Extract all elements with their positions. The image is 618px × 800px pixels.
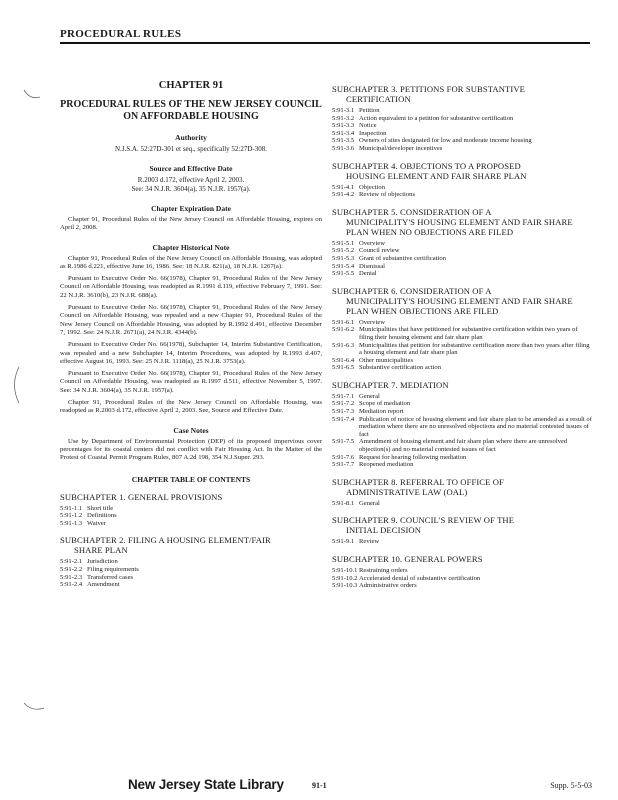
section-number: 5:91-3.6 [332, 144, 355, 152]
subchapter-heading [332, 286, 592, 316]
subchapter-title: SUBCHAPTER 7. MEDIATION [332, 379, 449, 390]
history-paragraph: Pursuant to Executive Order No. 66(1978), Subchapter 14, Interim Substantive Certification, was repealed and a new Subchapter 14, Interim Procedures, was adopted by R.1993 d.407, effective August 16, 1993. See: 25 N.J.R. 1118(a), 25 N.J.R. 3753(a). [60, 341, 322, 365]
section-number: 5:91-1.3 [60, 519, 83, 527]
case-notes-heading: Case Notes [173, 425, 209, 435]
section-number: 5:91-3.5 [332, 137, 355, 145]
source-line-2: See: 34 N.J.R. 3604(a), 35 N.J.R. 1957(a). [131, 185, 251, 193]
subchapter-title: SUBCHAPTER 6. CONSIDERATION OF A [332, 285, 492, 296]
toc-entry [332, 461, 592, 469]
toc-entry [332, 438, 592, 453]
section-number: 5:91-5.5 [332, 270, 355, 278]
right-column [332, 76, 592, 590]
section-number: 5:91-6.3 [332, 341, 355, 349]
section-title: Request for hearing following mediation [359, 453, 467, 461]
toc-entry [60, 558, 322, 566]
toc-entry [332, 364, 592, 372]
section-title: Municipal/developer incentives [359, 144, 443, 152]
toc-entry [332, 326, 592, 341]
page-footer [60, 777, 592, 797]
subchapter-title: SUBCHAPTER 2. FILING A HOUSING ELEMENT/FAIR [60, 535, 271, 546]
section-title: Reopened mediation [359, 461, 414, 469]
section-number: 5:91-1.1 [60, 504, 83, 512]
section-number: 5:91-5.3 [332, 254, 355, 262]
library-stamp: New Jersey State Library [128, 777, 284, 792]
section-number: 5:91-7.7 [332, 461, 355, 469]
chapter-number: CHAPTER 91 [158, 80, 224, 91]
section-number: 5:91-2.4 [60, 581, 83, 589]
toc-entry [60, 566, 322, 574]
toc-entry [332, 145, 592, 153]
section-title: Jurisdiction [87, 558, 118, 566]
section-title: Grant of substantive certification [359, 254, 446, 262]
section-number: 5:91-5.4 [332, 262, 355, 270]
section-number: 5:91-2.2 [60, 565, 83, 573]
left-toc [60, 492, 322, 589]
right-toc [332, 84, 592, 590]
section-number: 5:91-7.2 [332, 400, 355, 408]
source-heading: Source and Effective Date [149, 164, 233, 173]
expiration-heading: Chapter Expiration Date [151, 204, 231, 213]
section-number: 5:91-10.3 [332, 582, 358, 590]
toc-entry [332, 270, 592, 278]
subchapter-heading [332, 554, 592, 564]
toc-entry [332, 122, 592, 130]
section-title: Scope of mediation [359, 400, 411, 408]
section-number: 5:91-3.4 [332, 129, 355, 137]
history-paragraph: Pursuant to Executive Order No. 66(1978), Chapter 91, Procedural Rules of the New Jersey Council on Affordable Housing, was readopted as R.1991 d.119, effective February 7, 1991. See: 22 N.J.R. 3610(b), 23 N.J.R. 688(a). [60, 275, 322, 299]
subchapter-heading [332, 380, 592, 390]
subchapter-title: SUBCHAPTER 3. PETITIONS FOR SUBSTANTIVE [332, 84, 526, 94]
subchapter-heading [332, 477, 592, 497]
section-title: Filing requirements [87, 565, 139, 573]
subchapter-title-cont: CERTIFICATION [346, 94, 411, 104]
subchapter-heading [332, 515, 592, 535]
section-title: Inspection [359, 129, 387, 137]
section-title: Short title [87, 504, 114, 512]
subchapter-title: SUBCHAPTER 5. CONSIDERATION OF A [332, 206, 492, 217]
left-column [60, 80, 322, 589]
toc-entry [60, 512, 322, 520]
toc-entry [332, 567, 592, 575]
history-paragraph: Chapter 91, Procedural Rules of the New Jersey Council on Affordable Housing, was adopted as R.1986 d.221, effective June 16, 1986. See: 18 N.J.R. 821(a), 18 N.J.R. 1267(a). [60, 254, 322, 270]
toc-entry [332, 184, 592, 192]
section-title: Mediation report [359, 408, 404, 416]
subchapter-title: SUBCHAPTER 10. GENERAL POWERS [332, 554, 483, 564]
subchapter-title-cont: ADMINISTRATIVE LAW (OAL) [346, 486, 468, 497]
section-title: Accelerated denial of substantive certification [359, 574, 481, 582]
section-number: 5:91-7.4 [332, 415, 355, 423]
subchapter-title: SUBCHAPTER 9. COUNCIL'S REVIEW OF THE [332, 515, 515, 526]
section-number: 5:91-4.1 [332, 183, 355, 191]
toc-entry [332, 582, 592, 590]
section-number: 5:91-7.1 [332, 392, 355, 400]
section-title: Overview [359, 318, 385, 326]
subchapter-title: SUBCHAPTER 8. REFERRAL TO OFFICE OF [332, 476, 504, 487]
subchapter-title-cont: INITIAL DECISION [346, 525, 422, 536]
history-paragraph: Chapter 91, Procedural Rules of the New Jersey Council on Affordable Housing, was readopted as R.2003 d.172, effective April 2, 2003. See, Source and Effective Date. [60, 399, 322, 415]
subchapter-heading [60, 535, 322, 555]
section-number: 5:91-6.5 [332, 364, 355, 372]
toc-entry [332, 393, 592, 401]
toc-entry [332, 454, 592, 462]
section-title: Other municipalities [359, 356, 414, 364]
section-number: 5:91-2.1 [60, 558, 83, 566]
section-number: 5:91-5.1 [332, 239, 355, 247]
section-number: 5:91-6.1 [332, 318, 355, 326]
subchapter-heading [332, 84, 592, 104]
section-number: 5:91-10.1 [332, 567, 358, 574]
toc-entry [332, 115, 592, 123]
expiration-text: Chapter 91, Procedural Rules of the New Jersey Council on Affordable Housing, expires on April 2, 2008. [60, 216, 322, 232]
section-title: Definitions [87, 512, 117, 520]
toc-entry [332, 263, 592, 271]
subchapter-title: SUBCHAPTER 1. GENERAL PROVISIONS [60, 491, 223, 502]
toc-entry [332, 400, 592, 408]
running-header: PROCEDURAL RULES [60, 28, 590, 44]
section-number: 5:91-7.6 [332, 453, 355, 461]
section-title: Review of objections [359, 191, 416, 199]
section-number: 5:91-7.3 [332, 408, 355, 416]
section-title: Administrative orders [359, 582, 417, 590]
section-title: Substantive certification action [359, 364, 442, 372]
scan-mark-top [22, 88, 42, 102]
case-notes-text: Use by Department of Environmental Protection (DEP) of its proposed impervious cover percentages for its coastal centers did not conflict with Fair Housing Act. In the Matter of the Protest of Coastal Permit Program Rules, 807 A.2d 198, 354 N.J.Super. 293. [60, 437, 322, 462]
history-paragraph: Pursuant to Executive Order No. 66(1978), Chapter 91, Procedural Rules of the New Jersey Council on Affordable Housing, was readopted as R.1997 d.511, effective November 5, 1997. See: 34 N.J.R. 3604(a), 35 N.J.R. 1957(a). [60, 370, 322, 394]
section-title: Owners of sites designated for low and moderate income housing [359, 137, 532, 145]
section-title: Municipalities that have petitioned for substantive certification within two years of filing their housing element and fair share plan [359, 326, 578, 341]
section-title: Council review [359, 247, 400, 255]
section-title: Review [359, 538, 380, 546]
section-number: 5:91-1.2 [60, 512, 83, 520]
page-number: 91-1 [312, 781, 327, 790]
subchapter-heading [332, 207, 592, 237]
toc-entry [60, 520, 322, 528]
toc-entry [60, 574, 322, 582]
toc-entry [332, 416, 592, 439]
section-number: 5:91-6.4 [332, 356, 355, 364]
section-number: 5:91-4.2 [332, 191, 355, 199]
section-number: 5:91-3.1 [332, 107, 355, 114]
section-title: Publication of notice of housing element and fair share plan to be amended as a result of mediation where there are no unresolved objections and no material contested issues of fact [359, 415, 592, 438]
section-number: 5:91-2.3 [60, 573, 83, 581]
toc-heading: CHAPTER TABLE OF CONTENTS [131, 474, 251, 484]
section-number: 5:91-7.5 [332, 438, 355, 446]
section-title: Amendment of housing element and fair share plan where there are unresolved objection(s) and no material contested issues of fact [359, 438, 568, 454]
toc-entry [332, 538, 592, 546]
section-number: 5:91-6.2 [332, 326, 355, 334]
toc-entry [332, 137, 592, 145]
chapter-title: PROCEDURAL RULES OF THE NEW JERSEY COUNCIL ON AFFORDABLE HOUSING [60, 99, 322, 122]
toc-entry [332, 247, 592, 255]
toc-entry [332, 191, 592, 199]
scan-mark-middle [8, 365, 22, 405]
section-title: Denial [359, 270, 377, 278]
section-title: Objection [359, 183, 386, 191]
toc-entry [332, 130, 592, 138]
section-title: Amendment [87, 581, 120, 589]
section-title: Notice [359, 122, 377, 130]
toc-entry [332, 500, 592, 508]
toc-entry [332, 240, 592, 248]
section-title: Petition [359, 107, 380, 114]
toc-entry [60, 505, 322, 513]
toc-entry [332, 107, 592, 115]
toc-entry [332, 357, 592, 365]
subchapter-title-cont: SHARE PLAN [74, 545, 128, 556]
subchapter-title-cont: MUNICIPALITY'S HOUSING ELEMENT AND FAIR SHARE PLAN WHEN OBJECTIONS ARE FILED [346, 295, 573, 316]
authority-heading: Authority [175, 133, 207, 142]
toc-entry [332, 342, 592, 357]
section-title: Action equivalent to a petition for substantive certification [359, 114, 514, 122]
section-number: 5:91-5.2 [332, 247, 355, 255]
section-number: 5:91-3.3 [332, 122, 355, 130]
section-title: General [359, 499, 380, 507]
toc-entry [332, 408, 592, 416]
section-title: General [359, 392, 380, 400]
section-number: 5:91-3.2 [332, 114, 355, 122]
history-paragraph: Pursuant to Executive Order No. 66(1978), Chapter 91, Procedural Rules of the New Jersey Council on Affordable Housing, was repealed and a new Chapter 91, Procedural Rules of the New Jersey Council on Affordable Housing, was adopted by R.1992 d.491, effective December 7, 1992. See: 24 N.J.R. 2671(a), 24 N.J.R. 4344(b). [60, 304, 322, 336]
section-title: Transferred cases [87, 573, 134, 581]
toc-entry [332, 319, 592, 327]
section-number: 5:91-10.2 [332, 574, 358, 582]
toc-entry [332, 255, 592, 263]
section-title: Restraining orders [359, 567, 408, 574]
section-title: Dismissal [359, 262, 386, 270]
supplement-date: Supp. 5-5-03 [550, 781, 592, 790]
subchapter-title-cont: MUNICIPALITY'S HOUSING ELEMENT AND FAIR SHARE PLAN WHEN NO OBJECTIONS ARE FILED [346, 216, 573, 237]
section-number: 5:91-8.1 [332, 499, 355, 507]
section-title: Waiver [87, 519, 106, 527]
section-title: Overview [359, 239, 385, 247]
subchapter-title-cont: HOUSING ELEMENT AND FAIR SHARE PLAN [346, 170, 527, 181]
source-line-1: R.2003 d.172, effective April 2, 2003. [137, 176, 245, 184]
toc-entry [332, 575, 592, 583]
section-title: Municipalities that petition for substantive certification more than two years after filing a housing element and fair share plan [359, 341, 590, 357]
subchapter-title: SUBCHAPTER 4. OBJECTIONS TO A PROPOSED [332, 160, 521, 171]
toc-entry [60, 581, 322, 589]
subchapter-heading [60, 492, 322, 502]
section-number: 5:91-9.1 [332, 538, 355, 546]
history-heading: Chapter Historical Note [152, 242, 230, 252]
subchapter-heading [332, 161, 592, 181]
authority-text: N.J.S.A. 52:27D-301 et seq., specifically 52:27D-308. [114, 145, 268, 153]
scan-mark-bottom [22, 700, 46, 714]
